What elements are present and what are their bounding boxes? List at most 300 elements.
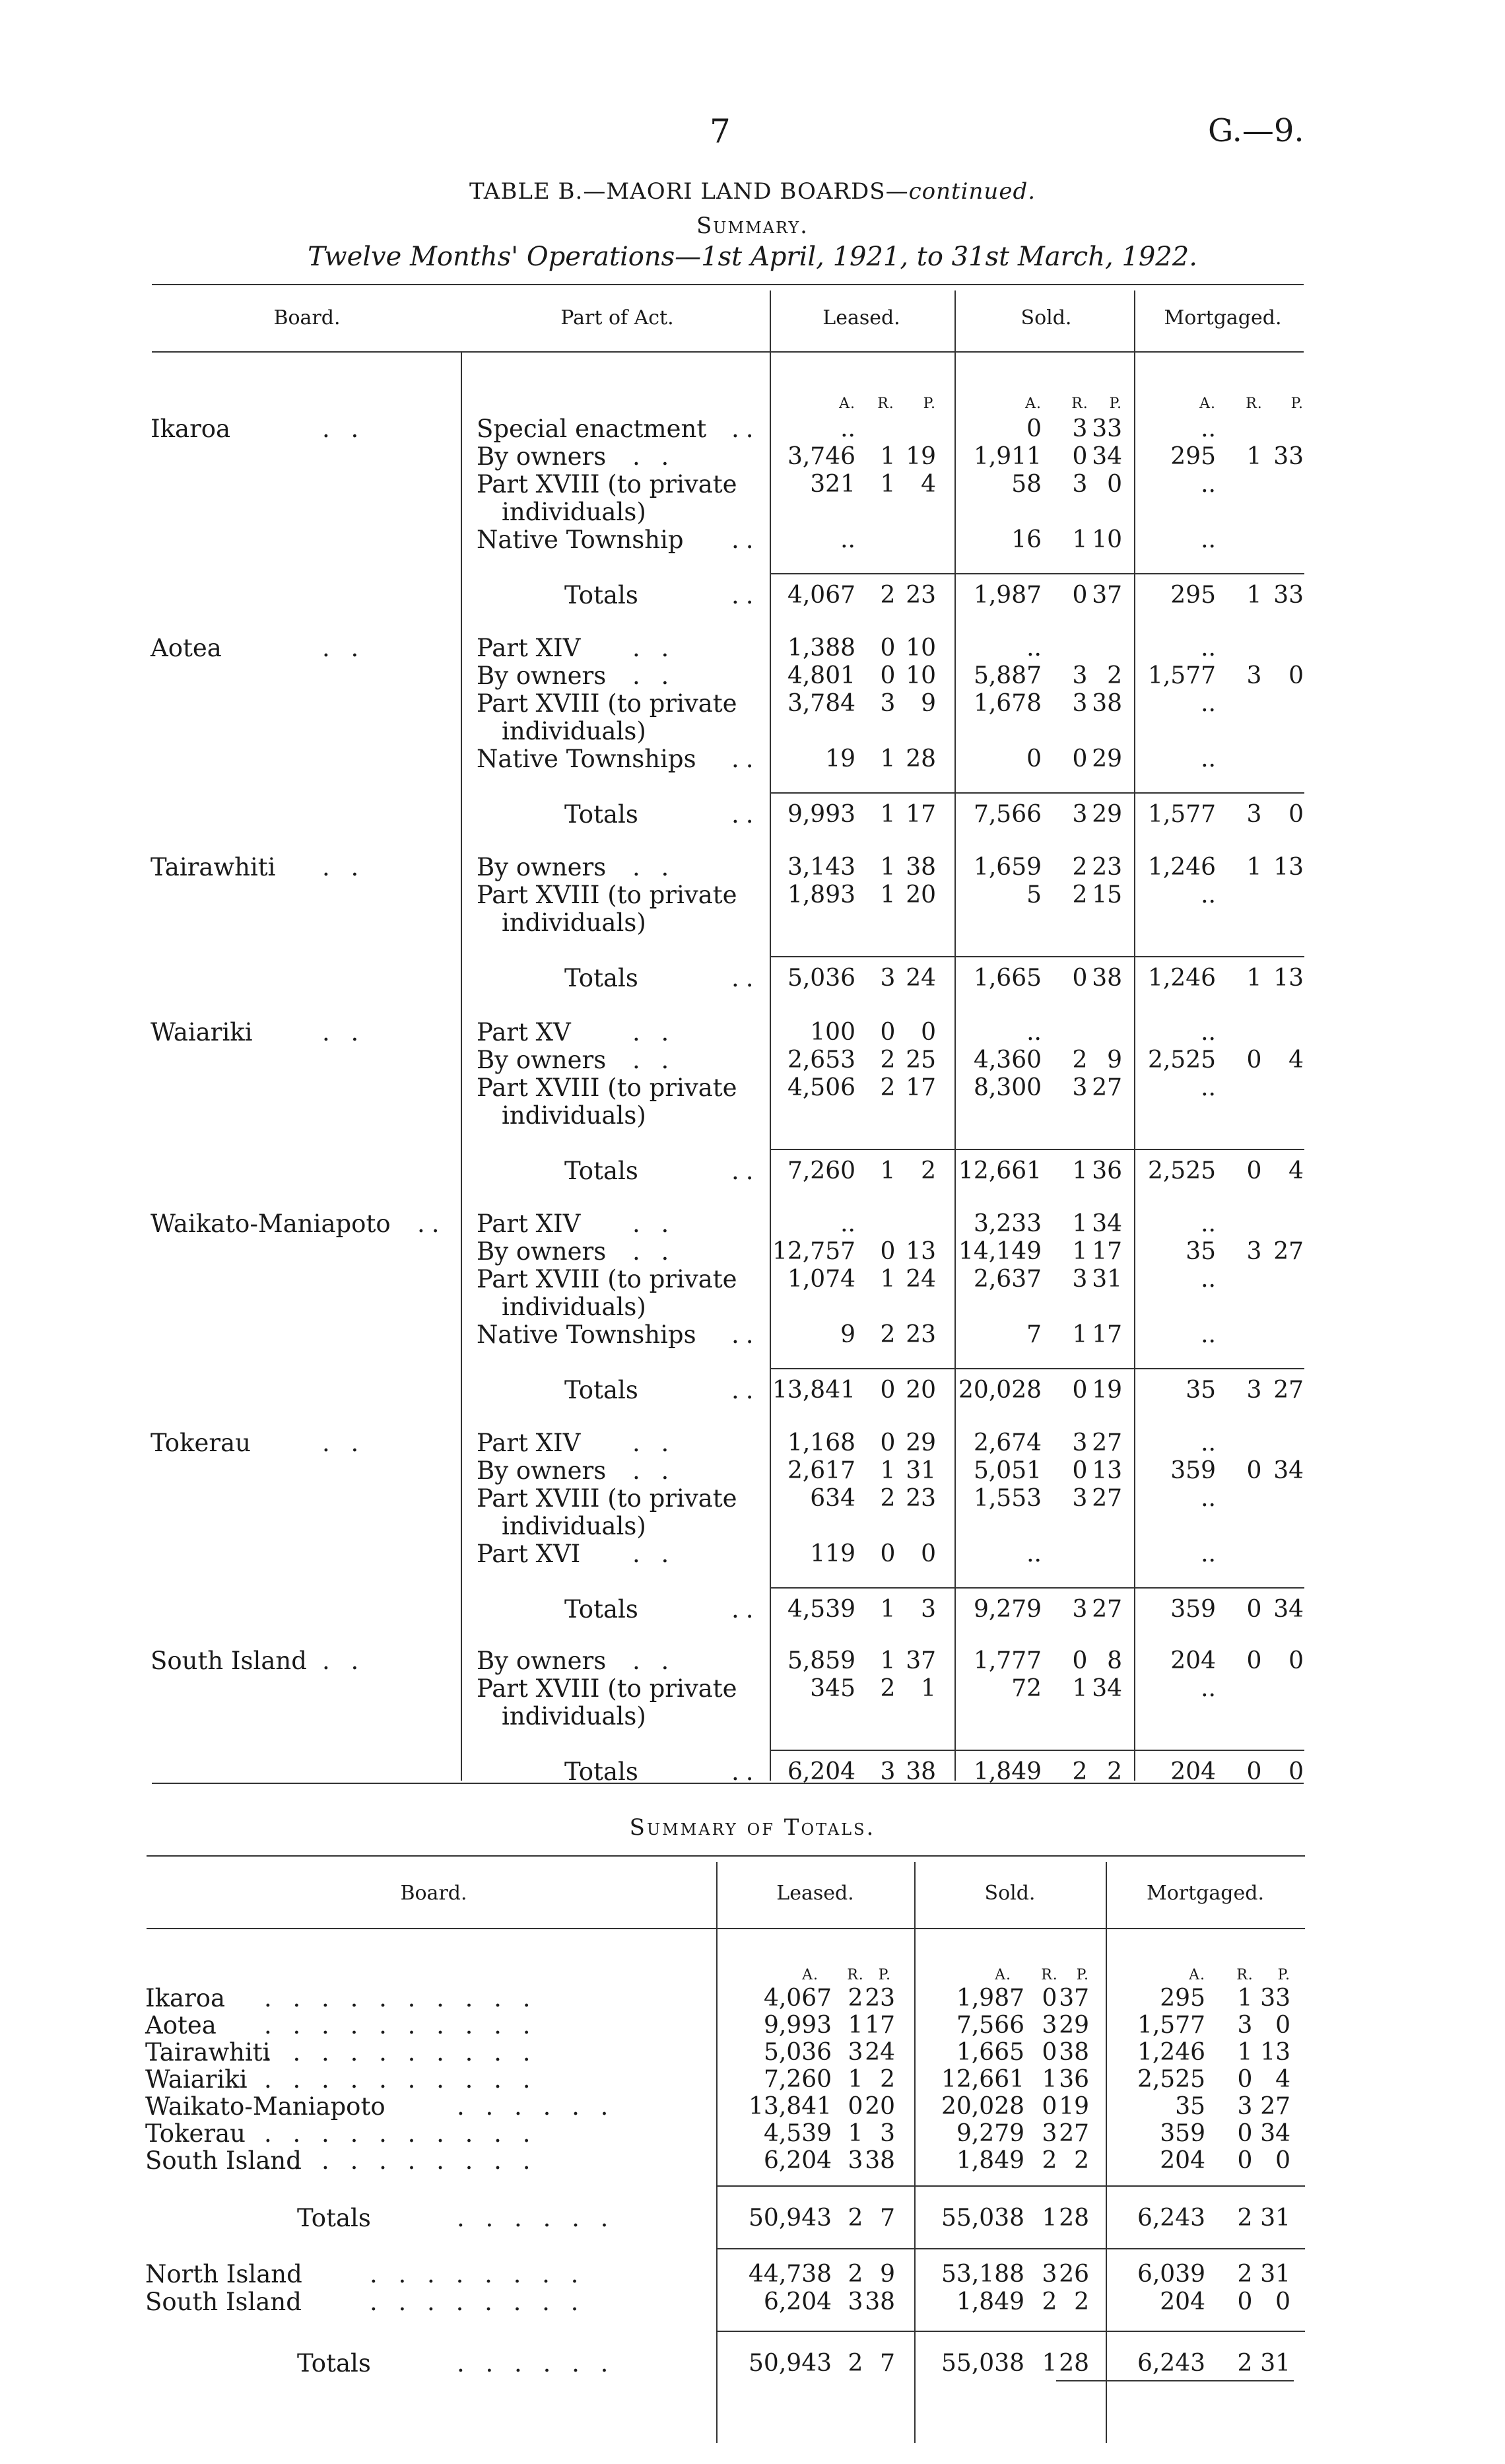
board-name: Aotea (150, 634, 222, 662)
sold-perches: 38 (1092, 690, 1122, 717)
summary-mortgaged-roods: 0 (1237, 2120, 1253, 2147)
leased-acres: 100 (810, 1019, 855, 1046)
part-of-act: Part XV (477, 1018, 571, 1046)
grand-total-leased-perches: 7 (880, 2350, 895, 2377)
sold-perches: 27 (1092, 1485, 1122, 1512)
leased-acres: 4,801 (787, 662, 855, 689)
summary-leader-dots: . . . . . . (457, 2092, 615, 2121)
part-leader-dots: . . (632, 634, 676, 662)
summary-leased-perches: 23 (865, 1985, 895, 2012)
total-sold-acres: 1,987 (973, 582, 1042, 609)
grand-total-mortgaged-roods: 2 (1237, 2350, 1253, 2377)
part-leader-dots: . . (632, 853, 676, 881)
summary-leased-roods: 2 (848, 1985, 863, 2012)
total-sold-roods: 3 (1072, 1596, 1088, 1623)
sold-acres: 1,777 (973, 1647, 1042, 1674)
total-leased-roods: 1 (880, 1157, 896, 1184)
leased-perches: 24 (906, 1266, 936, 1293)
mortgaged-perches: 13 (1273, 854, 1304, 881)
summary-sold-perches: 19 (1059, 2093, 1089, 2120)
sold-roods: 2 (1072, 1046, 1088, 1074)
totals-rule (770, 1587, 1304, 1589)
summary-sold-roods: 0 (1042, 1985, 1057, 2012)
summary-header-mortgaged: Mortgaged. (1147, 1882, 1264, 1905)
leased-roods: 2 (880, 1485, 896, 1512)
leased-roods: 1 (880, 443, 896, 470)
sold-unit-p: P. (1109, 395, 1122, 412)
leased-perches: 23 (906, 1321, 936, 1348)
island-mortgaged-roods: 0 (1237, 2288, 1253, 2315)
summary-board-name: Waiariki (145, 2065, 248, 2094)
sold-perches: 34 (1092, 443, 1122, 470)
summary-islands-rule (716, 2248, 1305, 2249)
sold-acres: 1,553 (973, 1485, 1042, 1512)
mortgaged-roods: 0 (1246, 1647, 1262, 1674)
sold-acres: 2,637 (973, 1266, 1042, 1293)
mortgaged-roods: 1 (1246, 854, 1262, 881)
island-mortgaged-acres: 204 (1160, 2288, 1205, 2315)
board-leader-dots: . . (322, 415, 366, 443)
totals-rule (770, 792, 1304, 794)
sold-perches: 8 (1107, 1647, 1122, 1674)
summary-mortgaged-roods: 0 (1237, 2147, 1253, 2174)
sold-perches: 29 (1092, 745, 1122, 772)
part-leader-dots: . . (632, 1046, 676, 1074)
summary-totals-label: Totals (297, 2204, 371, 2232)
summary-mortgaged-perches: 33 (1260, 1985, 1290, 2012)
summary-header-leased: Leased. (776, 1882, 854, 1905)
part-leader-dots: . . (632, 1429, 676, 1457)
summary-leased-perches: 38 (865, 2147, 895, 2174)
summary-leased-roods: 0 (848, 2093, 863, 2120)
summary-leader-dots: . . . . . . . . . . (264, 2038, 537, 2067)
sold-perches: 10 (1092, 526, 1122, 553)
leased-acres: 2,617 (787, 1457, 855, 1484)
leased-unit-a: A. (839, 395, 855, 412)
total-mortgaged-perches: 13 (1273, 965, 1304, 992)
leased-perches: 37 (906, 1647, 936, 1674)
mortgaged-roods: 0 (1246, 1457, 1262, 1484)
part-of-act-continued: individuals) (502, 498, 646, 526)
summary-board-name: Tokerau (145, 2119, 246, 2148)
total-leased-acres: 6,204 (787, 1758, 855, 1785)
summary-leased-roods: 3 (848, 2039, 863, 2066)
sold-roods: 1 (1072, 1238, 1088, 1265)
leased-perches: 31 (906, 1457, 936, 1484)
mortgaged-perches: 0 (1288, 662, 1304, 689)
summary-sold-roods: 1 (1042, 2066, 1057, 2093)
part-of-act: By owners (477, 1647, 607, 1675)
part-of-act-continued: individuals) (502, 1101, 646, 1130)
summary-leased-perches: 20 (865, 2093, 895, 2120)
total-mortgaged-acres: 35 (1186, 1377, 1216, 1404)
sold-acres: 3,233 (973, 1210, 1042, 1237)
leased-acres: 1,388 (787, 634, 855, 662)
summary-leased-acres: 6,204 (763, 2147, 832, 2174)
sold-perches: 34 (1092, 1210, 1122, 1237)
island-mortgaged-acres: 6,039 (1137, 2261, 1205, 2288)
total-mortgaged-acres: 1,246 (1147, 965, 1216, 992)
mortgaged-roods: 3 (1246, 662, 1262, 689)
leased-perches: 23 (906, 1485, 936, 1512)
summary-sold-perches: 36 (1059, 2066, 1089, 2093)
sold-roods: 0 (1072, 1647, 1088, 1674)
summary-total-leased-acres: 50,943 (749, 2205, 832, 2232)
totals-rule (770, 1368, 1304, 1369)
mortgaged-acres: 204 (1170, 1647, 1216, 1674)
leased-acres: 12,757 (772, 1238, 855, 1265)
sold-acres: 14,149 (958, 1238, 1042, 1265)
part-of-act: By owners (477, 853, 607, 881)
total-mortgaged-roods: 0 (1246, 1157, 1262, 1184)
board-name: Tairawhiti (150, 853, 276, 881)
leased-acres: 1,074 (787, 1266, 855, 1293)
summary-sold-roods: 0 (1042, 2039, 1057, 2066)
totals-label: Totals (564, 964, 638, 992)
leased-roods: 0 (880, 1429, 896, 1456)
part-leader-dots: . . (632, 1018, 676, 1046)
leased-acres: 3,746 (787, 443, 855, 470)
leased-acres: 3,784 (787, 690, 855, 717)
summary-sold-roods: 0 (1042, 2093, 1057, 2120)
total-leased-roods: 0 (880, 1377, 896, 1404)
island-leased-acres: 6,204 (763, 2288, 832, 2315)
leased-perches: 10 (906, 662, 936, 689)
summary-board-name: Aotea (145, 2011, 217, 2039)
total-sold-perches: 19 (1092, 1377, 1122, 1404)
summary-header-board: Board. (400, 1882, 467, 1905)
total-sold-roods: 0 (1072, 965, 1088, 992)
total-sold-roods: 3 (1072, 801, 1088, 828)
summary-leased-unit-a: A. (802, 1967, 819, 1983)
table-title-main: TABLE B.—MAORI LAND BOARDS— (469, 178, 909, 205)
mortgaged-roods: 0 (1246, 1046, 1262, 1074)
island-name: North Island (145, 2260, 302, 2288)
sold-perches: 2 (1107, 662, 1122, 689)
mortgaged-acres: .. (1201, 634, 1216, 662)
mortgaged-acres: 359 (1170, 1457, 1216, 1484)
summary-leased-acres: 9,993 (763, 2012, 832, 2039)
part-of-act: By owners (477, 1237, 607, 1266)
part-leader-dots: .. (731, 745, 760, 773)
sold-acres: .. (1026, 634, 1042, 662)
sold-acres: 8,300 (973, 1074, 1042, 1101)
island-sold-perches: 2 (1074, 2288, 1089, 2315)
total-leased-acres: 5,036 (787, 965, 855, 992)
totals-label: Totals (564, 581, 638, 609)
mortgaged-acres: .. (1201, 881, 1216, 908)
sold-acres: 5 (1026, 881, 1042, 908)
board-leader-dots: . . (322, 634, 366, 662)
part-leader-dots: . . (632, 442, 676, 471)
mortgaged-perches: 33 (1273, 443, 1304, 470)
page-number: 7 (710, 112, 731, 151)
totals-label: Totals (564, 1595, 638, 1624)
part-of-act: Part XVIII (to private (477, 689, 737, 718)
totals-rule (770, 1750, 1304, 1751)
mortgaged-acres: 2,525 (1147, 1046, 1216, 1074)
leased-roods: 0 (880, 1540, 896, 1567)
total-sold-acres: 9,279 (973, 1596, 1042, 1623)
leased-roods: 1 (880, 1647, 896, 1674)
leased-roods: 2 (880, 1046, 896, 1074)
summary-total-leased-roods: 2 (848, 2205, 863, 2232)
summary-sold-acres: 20,028 (941, 2093, 1024, 2120)
sold-roods: 3 (1072, 1266, 1088, 1293)
part-of-act: Part XVIII (to private (477, 470, 737, 498)
summary-mortgaged-roods: 1 (1237, 1985, 1253, 2012)
sold-acres: 0 (1026, 415, 1042, 442)
grand-total-leased-roods: 2 (848, 2350, 863, 2377)
mortgaged-perches: 0 (1288, 1647, 1304, 1674)
sold-acres: 5,887 (973, 662, 1042, 689)
sold-roods: 0 (1072, 443, 1088, 470)
total-sold-perches: 36 (1092, 1157, 1122, 1184)
totals-label: Totals (564, 1758, 638, 1786)
sold-acres: .. (1026, 1540, 1042, 1567)
summary-mortgaged-unit-a: A. (1189, 1967, 1205, 1983)
part-of-act: Part XVIII (to private (477, 1074, 737, 1102)
leased-perches: 0 (921, 1019, 936, 1046)
mortgaged-acres: .. (1201, 1266, 1216, 1293)
board-leader-dots: . . (322, 1647, 366, 1675)
sold-acres: 58 (1011, 471, 1042, 498)
part-of-act: Part XVIII (to private (477, 881, 737, 909)
summary-leased-perches: 3 (880, 2120, 895, 2147)
sold-roods: 3 (1072, 415, 1088, 442)
mortgaged-acres: .. (1201, 1485, 1216, 1512)
leased-acres: 4,506 (787, 1074, 855, 1101)
total-leased-perches: 17 (906, 801, 936, 828)
island-sold-roods: 3 (1042, 2261, 1057, 2288)
total-mortgaged-roods: 0 (1246, 1596, 1262, 1623)
summary-leased-acres: 5,036 (763, 2039, 832, 2066)
table-top-rule (152, 284, 1304, 285)
mortgaged-acres: .. (1201, 1540, 1216, 1567)
summary-mortgaged-acres: 359 (1160, 2120, 1205, 2147)
summary-leased-acres: 4,067 (763, 1985, 832, 2012)
summary-mortgaged-perches: 13 (1260, 2039, 1290, 2066)
sold-acres: 4,360 (973, 1046, 1042, 1074)
total-sold-roods: 2 (1072, 1758, 1088, 1785)
summary-leased-unit-p: P. (878, 1967, 891, 1983)
leased-acres: 321 (810, 471, 855, 498)
document-code: G.—9. (1208, 112, 1304, 149)
leased-roods: 2 (880, 1321, 896, 1348)
leased-perches: 17 (906, 1074, 936, 1101)
summary-mortgaged-unit-r: R. (1236, 1967, 1254, 1983)
total-sold-acres: 1,849 (973, 1758, 1042, 1785)
leased-perches: 13 (906, 1238, 936, 1265)
island-mortgaged-perches: 0 (1275, 2288, 1290, 2315)
sold-unit-r: R. (1071, 395, 1088, 412)
total-sold-perches: 38 (1092, 965, 1122, 992)
sold-acres: 1,659 (973, 854, 1042, 881)
summary-sold-acres: 1,987 (956, 1985, 1024, 2012)
part-of-act: Native Townships (477, 745, 696, 773)
sold-perches: 13 (1092, 1457, 1122, 1484)
board-name: South Island (150, 1647, 307, 1675)
table-title-continued: continued. (908, 178, 1036, 205)
leased-unit-p: P. (923, 395, 936, 412)
total-leased-roods: 3 (880, 965, 896, 992)
mortgaged-acres: .. (1201, 1675, 1216, 1702)
sold-perches: 27 (1092, 1429, 1122, 1456)
rule-board-part (461, 351, 462, 1781)
grand-totals-dots: . . . . . . (457, 2349, 615, 2378)
header-mortgaged: Mortgaged. (1164, 306, 1282, 329)
summary-mortgaged-roods: 0 (1237, 2066, 1253, 2093)
summary-sold-acres: 12,661 (941, 2066, 1024, 2093)
leased-acres: 634 (810, 1485, 855, 1512)
sold-perches: 33 (1092, 415, 1122, 442)
mortgaged-acres: .. (1201, 1429, 1216, 1456)
part-of-act: Native Townships (477, 1320, 696, 1349)
grand-total-mortgaged-perches: 31 (1260, 2350, 1290, 2377)
part-leader-dots: . . (632, 662, 676, 690)
sold-roods: 3 (1072, 471, 1088, 498)
totals-leader-dots: .. (731, 1157, 760, 1185)
summary-sold-perches: 37 (1059, 1985, 1089, 2012)
summary-sold-acres: 1,665 (956, 2039, 1024, 2066)
sold-roods: 1 (1072, 1675, 1088, 1702)
island-mortgaged-roods: 2 (1237, 2261, 1253, 2288)
summary-board-name: South Island (145, 2146, 302, 2175)
summary-mortgaged-acres: 2,525 (1137, 2066, 1205, 2093)
part-of-act: Part XIV (477, 1210, 581, 1238)
part-leader-dots: . . (632, 1237, 676, 1266)
mortgaged-perches: 34 (1273, 1457, 1304, 1484)
part-of-act-continued: individuals) (502, 908, 646, 937)
summary-header-rule (147, 1928, 1305, 1929)
island-sold-roods: 2 (1042, 2288, 1057, 2315)
leased-roods: 3 (880, 690, 896, 717)
totals-label: Totals (564, 1376, 638, 1404)
leased-roods: 2 (880, 1074, 896, 1101)
totals-rule (770, 573, 1304, 574)
grand-totals-label: Totals (297, 2349, 371, 2378)
summary-total-mortgaged-roods: 2 (1237, 2205, 1253, 2232)
header-sold: Sold. (1020, 306, 1072, 329)
island-leader-dots: . . . . . . . . (370, 2260, 585, 2288)
total-mortgaged-perches: 4 (1288, 1157, 1304, 1184)
part-of-act: By owners (477, 662, 607, 690)
part-of-act-continued: individuals) (502, 717, 646, 745)
total-leased-perches: 24 (906, 965, 936, 992)
total-mortgaged-acres: 1,577 (1147, 801, 1216, 828)
total-mortgaged-perches: 34 (1273, 1596, 1304, 1623)
summary-mortgaged-roods: 3 (1237, 2093, 1253, 2120)
part-of-act: Part XIV (477, 1429, 581, 1457)
leased-perches: 29 (906, 1429, 936, 1456)
totals-rule (770, 1149, 1304, 1150)
summary-sold-acres: 1,849 (956, 2147, 1024, 2174)
summary-sold-roods: 2 (1042, 2147, 1057, 2174)
totals-rule (770, 956, 1304, 957)
sold-perches: 15 (1092, 881, 1122, 908)
summary-total-sold-acres: 55,038 (941, 2205, 1024, 2232)
summary-leased-roods: 1 (848, 2120, 863, 2147)
summary-mortgaged-unit-p: P. (1277, 1967, 1290, 1983)
island-leased-perches: 9 (880, 2261, 895, 2288)
leased-acres: 9 (840, 1321, 855, 1348)
totals-leader-dots: .. (731, 1595, 760, 1624)
leased-acres: 1,168 (787, 1429, 855, 1456)
part-leader-dots: .. (731, 526, 760, 554)
total-sold-acres: 20,028 (958, 1377, 1042, 1404)
leased-roods: 1 (880, 745, 896, 772)
total-sold-roods: 0 (1072, 582, 1088, 609)
island-leased-perches: 38 (865, 2288, 895, 2315)
sold-roods: 1 (1072, 1321, 1088, 1348)
board-leader-dots: . . (322, 1429, 366, 1457)
board-name: Waiariki (150, 1018, 253, 1046)
sold-perches: 17 (1092, 1238, 1122, 1265)
sold-roods: 3 (1072, 662, 1088, 689)
summary-mortgaged-perches: 27 (1260, 2093, 1290, 2120)
leased-acres: 345 (810, 1675, 855, 1702)
mortgaged-perches: 4 (1288, 1046, 1304, 1074)
mortgaged-unit-a: A. (1199, 395, 1216, 412)
total-sold-perches: 37 (1092, 582, 1122, 609)
sold-roods: 3 (1072, 1074, 1088, 1101)
total-leased-acres: 13,841 (772, 1377, 855, 1404)
leased-acres: 5,859 (787, 1647, 855, 1674)
island-name: South Island (145, 2288, 302, 2316)
grand-total-mortgaged-acres: 6,243 (1137, 2350, 1205, 2377)
sold-roods: 3 (1072, 1485, 1088, 1512)
totals-leader-dots: .. (731, 1376, 760, 1404)
leased-roods: 0 (880, 634, 896, 662)
total-leased-roods: 3 (880, 1758, 896, 1785)
summary-sold-unit-p: P. (1076, 1967, 1089, 1983)
mortgaged-acres: .. (1201, 1321, 1216, 1348)
leased-acres: 119 (810, 1540, 855, 1567)
total-leased-perches: 23 (906, 582, 936, 609)
summary-board-name: Tairawhiti (145, 2038, 271, 2067)
sold-unit-a: A. (1025, 395, 1042, 412)
leased-acres: .. (840, 415, 855, 442)
totals-leader-dots: .. (731, 581, 760, 609)
part-leader-dots: .. (731, 1320, 760, 1349)
summary-mortgaged-perches: 0 (1275, 2147, 1290, 2174)
leased-perches: 28 (906, 745, 936, 772)
sold-acres: 2,674 (973, 1429, 1042, 1456)
summary-sold-perches: 27 (1059, 2120, 1089, 2147)
board-leader-dots: . . (322, 1018, 366, 1046)
total-leased-perches: 2 (921, 1157, 936, 1184)
leased-roods: 2 (880, 1675, 896, 1702)
leased-roods: 0 (880, 662, 896, 689)
sold-roods: 1 (1072, 1210, 1088, 1237)
leased-roods: 1 (880, 1266, 896, 1293)
total-leased-roods: 1 (880, 1596, 896, 1623)
leased-perches: 1 (921, 1675, 936, 1702)
summary-mortgaged-perches: 34 (1260, 2120, 1290, 2147)
total-leased-roods: 1 (880, 801, 896, 828)
total-sold-acres: 7,566 (973, 801, 1042, 828)
sold-perches: 34 (1092, 1675, 1122, 1702)
leased-roods: 0 (880, 1238, 896, 1265)
island-sold-acres: 1,849 (956, 2288, 1024, 2315)
sold-acres: .. (1026, 1019, 1042, 1046)
leased-perches: 9 (921, 690, 936, 717)
board-name: Ikaroa (150, 415, 231, 443)
sold-roods: 2 (1072, 881, 1088, 908)
totals-label: Totals (564, 1157, 638, 1185)
mortgaged-acres: .. (1201, 690, 1216, 717)
mortgaged-acres: .. (1201, 526, 1216, 553)
